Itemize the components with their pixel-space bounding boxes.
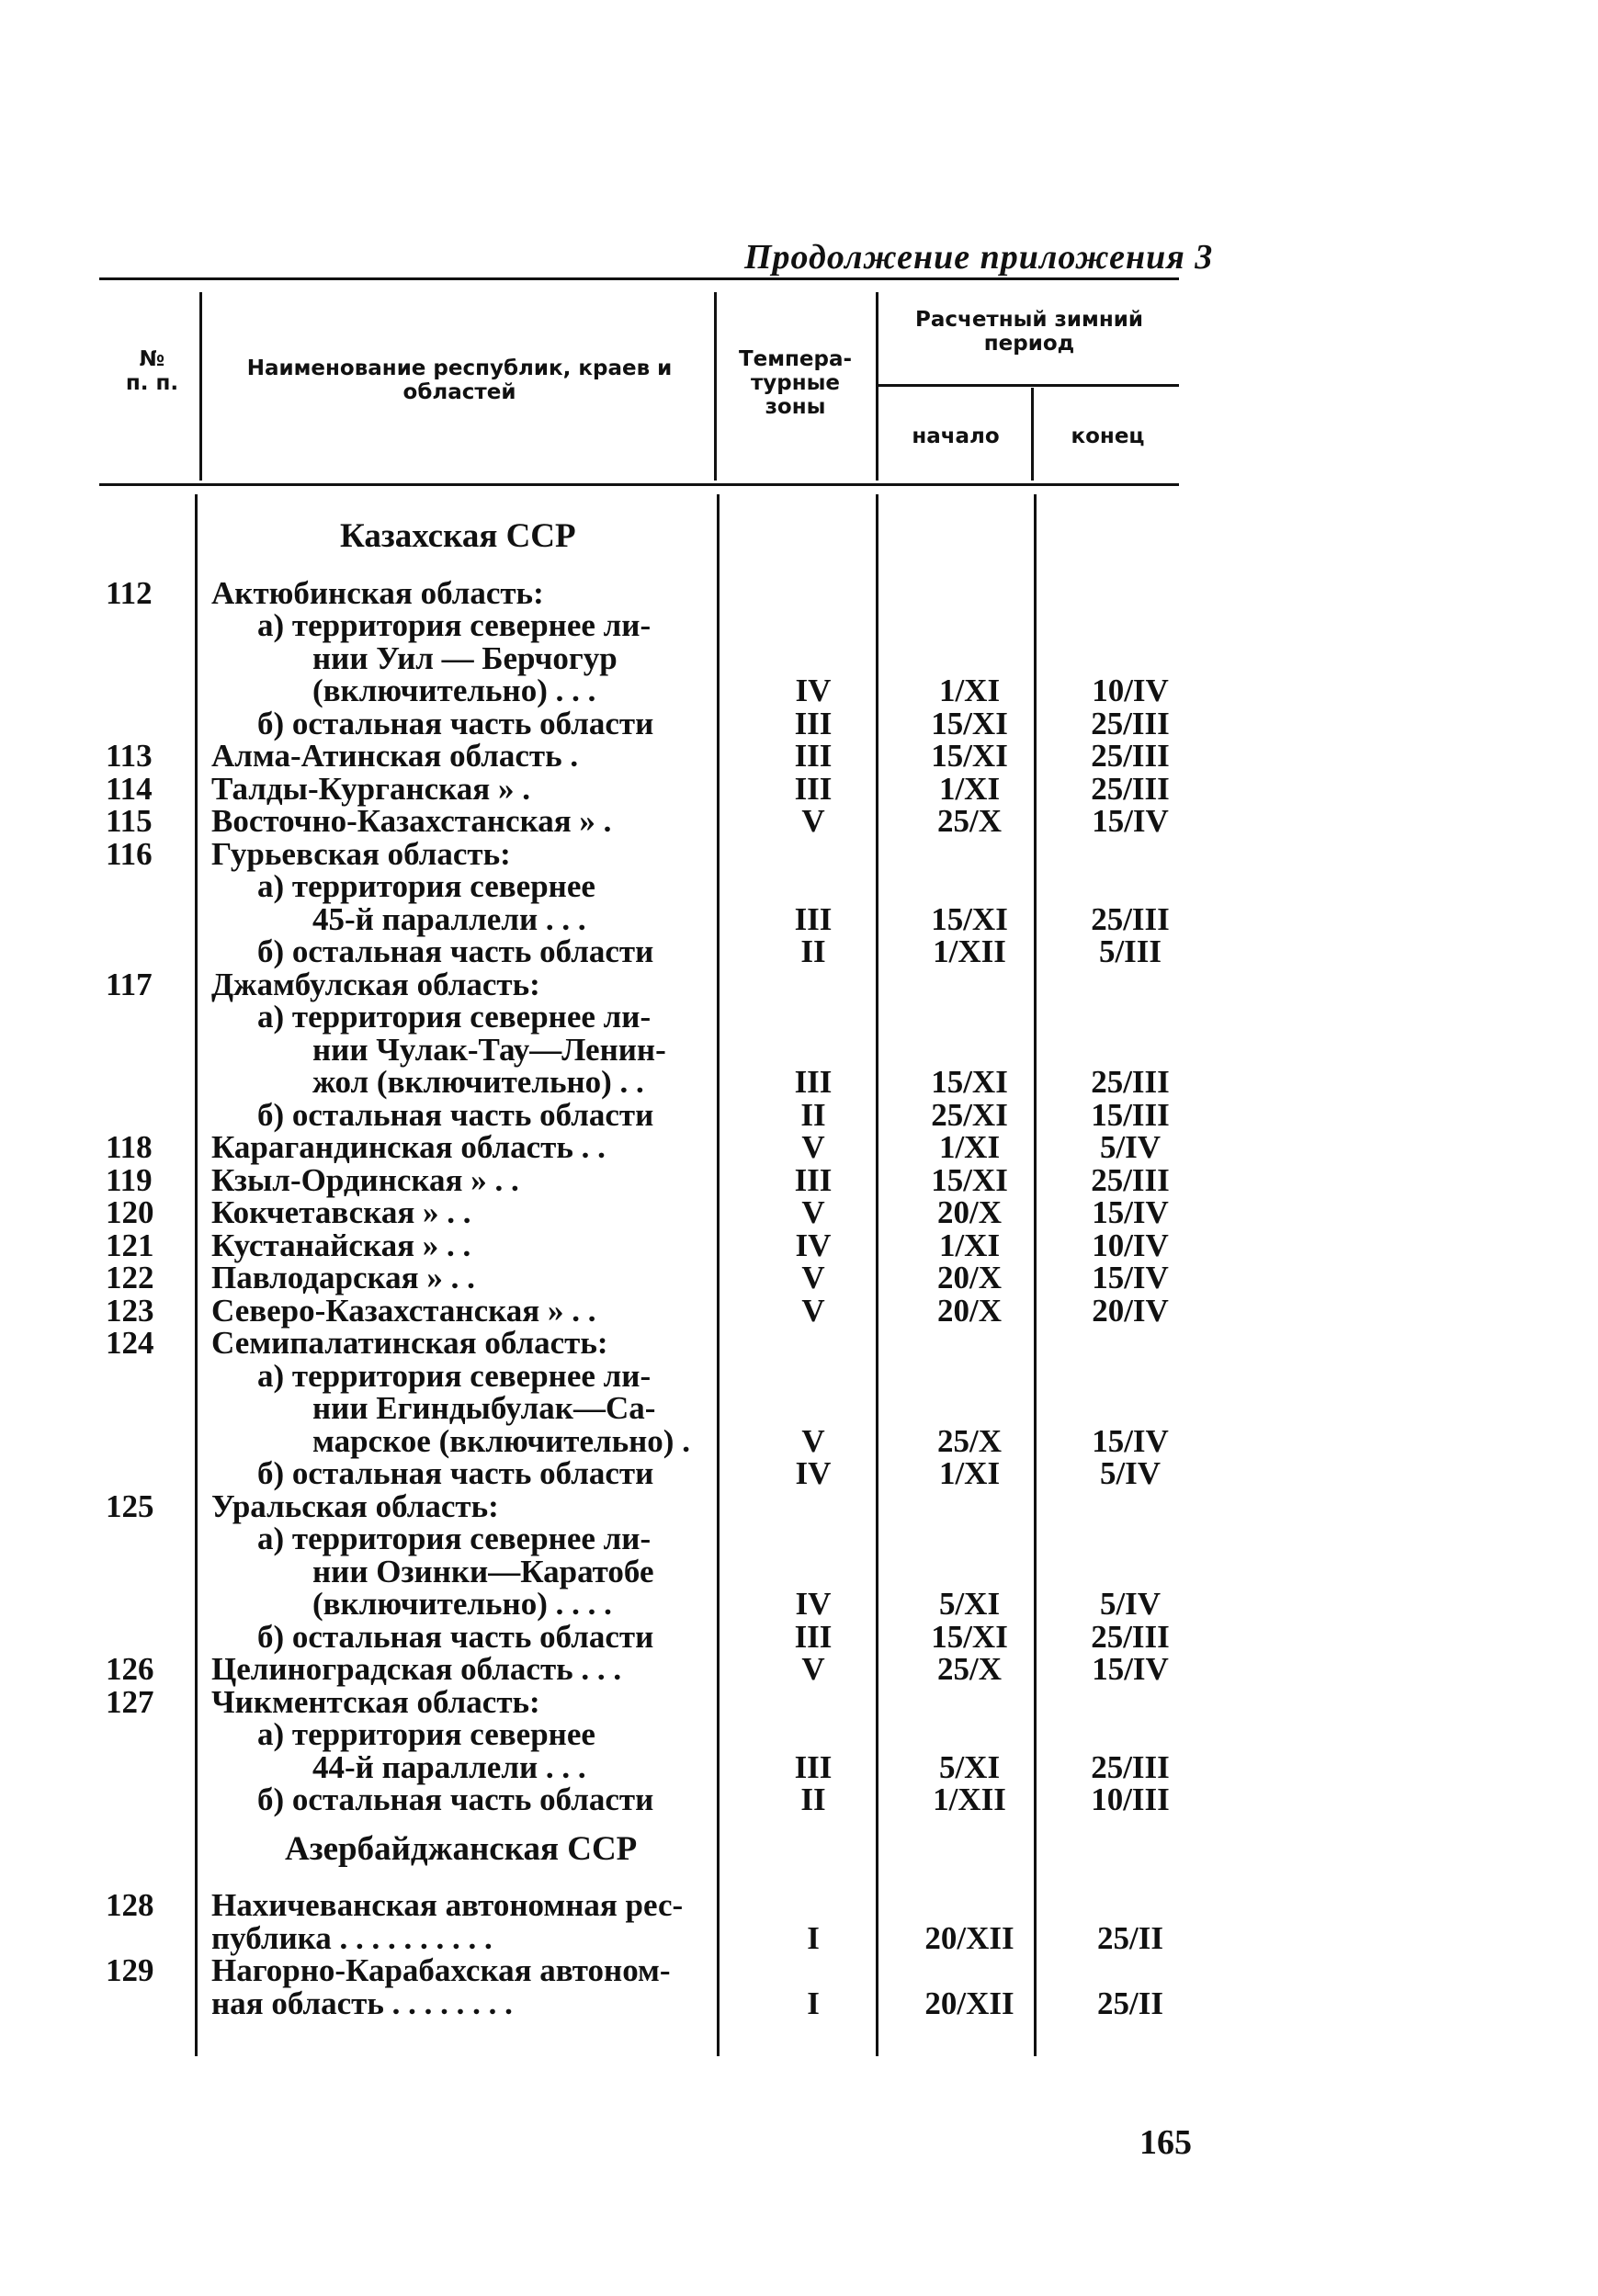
- table-row: [0, 1987, 1598, 2020]
- row-end: 15/IV: [1092, 1422, 1169, 1459]
- row-zone: III: [794, 1161, 833, 1198]
- table-row: [0, 1783, 1598, 1816]
- table-top-rule: [99, 277, 1179, 280]
- row-name: Северо-Казахстанская » . .: [211, 1292, 596, 1329]
- row-end: 10/IV: [1092, 673, 1169, 708]
- row-zone: V: [801, 1260, 825, 1295]
- table-row: [0, 1748, 1598, 1785]
- row-name: нии Егиндыбулак—Са-: [312, 1390, 656, 1426]
- header-end: конец: [1071, 424, 1145, 448]
- row-name: марское (включительно) .: [312, 1422, 690, 1459]
- table-row: [0, 870, 1598, 903]
- row-start: 25/X: [937, 803, 1002, 839]
- row-start: 1/XI: [938, 1227, 1001, 1263]
- row-name: Павлодарская » . .: [211, 1260, 475, 1295]
- row-zone: IV: [795, 1586, 832, 1622]
- row-start: 20/X: [937, 1194, 1002, 1230]
- row-zone: IV: [795, 1227, 832, 1263]
- row-zone: III: [794, 1618, 833, 1655]
- row-number: 119: [106, 1161, 153, 1198]
- row-name: а) территория севернее ли-: [257, 1521, 652, 1556]
- row-name: а) территория севернее ли-: [257, 607, 652, 643]
- row-number: 120: [106, 1194, 154, 1230]
- row-number: 124: [106, 1325, 154, 1361]
- row-number: 117: [106, 966, 153, 1002]
- row-start: 15/XI: [931, 705, 1008, 741]
- row-name: Гурьевская область:: [211, 835, 511, 872]
- row-end: 15/III: [1091, 1096, 1170, 1133]
- table-row: [0, 1292, 1598, 1329]
- row-start: 1/XI: [938, 1455, 1001, 1491]
- table-row: [0, 1261, 1598, 1295]
- row-zone: III: [794, 900, 833, 937]
- row-name: нии Уил — Берчогур: [312, 639, 618, 676]
- row-name: Кзыл-Ординская » . .: [211, 1161, 519, 1198]
- row-start: 1/XI: [938, 770, 1001, 807]
- row-end: 25/III: [1091, 1748, 1170, 1785]
- row-end: 25/III: [1091, 1161, 1170, 1198]
- table-row: [0, 1522, 1598, 1555]
- table-row: [0, 1889, 1598, 1922]
- row-name: Уральская область:: [211, 1487, 499, 1524]
- period-subheader-rule: [878, 384, 1179, 387]
- row-name: Восточно-Казахстанская » .: [211, 803, 612, 839]
- row-name: нии Чулак-Тау—Ленин-: [312, 1031, 666, 1068]
- row-name: б) остальная часть области: [257, 1455, 654, 1491]
- table-row: [0, 835, 1598, 872]
- row-number: 113: [106, 738, 153, 774]
- row-name: а) территория севернее ли-: [257, 1357, 652, 1394]
- header-period: Расчетный зимний период: [915, 308, 1143, 356]
- row-zone: III: [794, 1748, 833, 1785]
- table-row: [0, 1618, 1598, 1655]
- table-row: [0, 1487, 1598, 1524]
- table-row: [0, 1588, 1598, 1621]
- row-number: 112: [106, 574, 153, 611]
- row-name: Целиноградская область . . .: [211, 1651, 622, 1687]
- row-end: 15/IV: [1092, 1651, 1169, 1687]
- row-name: б) остальная часть области: [257, 705, 654, 741]
- row-name: Чикментская область:: [211, 1683, 540, 1720]
- row-name: б) остальная часть области: [257, 1618, 654, 1655]
- row-start: 25/XI: [931, 1096, 1008, 1133]
- table-row: [0, 1066, 1598, 1099]
- row-end: 15/IV: [1092, 1194, 1169, 1230]
- row-end: 5/IV: [1099, 1586, 1162, 1622]
- table-row: [0, 1357, 1598, 1394]
- table-row: [0, 1161, 1598, 1198]
- row-zone: V: [801, 1422, 825, 1459]
- continuation-title: Продолжение приложения 3: [744, 238, 1214, 277]
- header-col-divider-3: [876, 292, 878, 481]
- row-end: 25/III: [1091, 1064, 1170, 1100]
- row-end: 10/IV: [1092, 1227, 1169, 1263]
- table-row: [0, 674, 1598, 707]
- row-name: а) территория севернее: [257, 1716, 595, 1752]
- row-number: 128: [106, 1887, 154, 1923]
- row-start: 15/XI: [931, 1064, 1008, 1100]
- row-start: 15/XI: [931, 900, 1008, 937]
- row-number: 114: [106, 770, 153, 807]
- row-name: Джамбулская область:: [211, 966, 540, 1002]
- table-row: [0, 639, 1598, 676]
- row-name: публика . . . . . . . . . .: [211, 1919, 493, 1956]
- header-col-divider-2: [714, 292, 717, 481]
- table-row: [0, 1096, 1598, 1133]
- table-row: [0, 609, 1598, 642]
- row-number: 122: [106, 1260, 154, 1295]
- header-name: Наименование республик, краев и областей: [246, 356, 673, 404]
- row-start: 5/XI: [938, 1586, 1001, 1622]
- row-number: 115: [106, 803, 153, 839]
- row-name: а) территория севернее: [257, 868, 595, 904]
- row-name: б) остальная часть области: [257, 933, 654, 969]
- table-row: [0, 1683, 1598, 1720]
- row-zone: III: [794, 705, 833, 741]
- row-end: 25/III: [1091, 738, 1170, 774]
- row-end: 5/IV: [1099, 1129, 1162, 1165]
- table-row: [0, 1457, 1598, 1490]
- table-row: [0, 1555, 1598, 1589]
- row-name: б) остальная часть области: [257, 1781, 654, 1817]
- row-name: Талды-Курганская » .: [211, 770, 530, 807]
- row-end: 25/III: [1091, 770, 1170, 807]
- row-start: 20/X: [937, 1260, 1002, 1295]
- row-end: 5/IV: [1099, 1455, 1162, 1491]
- table-row: [0, 935, 1598, 968]
- table-row: [0, 740, 1598, 773]
- row-number: 118: [106, 1129, 153, 1165]
- row-name: Актюбинская область:: [211, 574, 544, 611]
- row-end: 25/II: [1097, 1919, 1163, 1956]
- table-row: [0, 1919, 1598, 1956]
- row-zone: V: [801, 1651, 825, 1687]
- table-row: [0, 805, 1598, 838]
- row-zone: I: [807, 1919, 820, 1956]
- table-row: [0, 1031, 1598, 1068]
- row-zone: III: [794, 738, 833, 774]
- row-name: 45-й параллели . . .: [312, 900, 586, 937]
- table-row: [0, 1653, 1598, 1686]
- table-row: [0, 1001, 1598, 1034]
- row-start: 1/XI: [938, 673, 1001, 708]
- row-end: 15/IV: [1092, 1260, 1169, 1295]
- row-name: нии Озинки—Каратобе: [312, 1553, 654, 1589]
- row-end: 25/III: [1091, 1618, 1170, 1655]
- row-end: 25/III: [1091, 900, 1170, 937]
- table-row: [0, 1392, 1598, 1425]
- table-row: [0, 770, 1598, 807]
- row-start: 1/XII: [933, 1781, 1006, 1817]
- header-num: № п. п.: [125, 347, 179, 395]
- row-name: Карагандинская область . .: [211, 1129, 606, 1165]
- section-heading: Казахская ССР: [340, 517, 576, 555]
- table-row: [0, 707, 1598, 741]
- table-row: [0, 1718, 1598, 1751]
- table-row: [0, 968, 1598, 1001]
- section-heading: Азербайджанская ССР: [285, 1829, 638, 1868]
- row-name: Семипалатинская область:: [211, 1325, 608, 1361]
- table-row: [0, 1229, 1598, 1262]
- row-zone: III: [794, 1064, 833, 1100]
- row-start: 25/X: [937, 1422, 1002, 1459]
- row-number: 129: [106, 1952, 154, 1988]
- row-end: 5/III: [1098, 933, 1162, 969]
- table-row: [0, 574, 1598, 611]
- row-start: 5/XI: [938, 1748, 1001, 1785]
- row-name: Кустанайская » . .: [211, 1227, 471, 1263]
- row-zone: II: [800, 933, 826, 969]
- row-start: 20/X: [937, 1292, 1002, 1329]
- row-zone: II: [800, 1096, 826, 1133]
- row-number: 123: [106, 1292, 154, 1329]
- row-name: 44-й параллели . . .: [312, 1748, 586, 1785]
- row-start: 1/XII: [933, 933, 1006, 969]
- row-start: 20/XII: [924, 1919, 1014, 1956]
- row-zone: V: [801, 1129, 825, 1165]
- header-start: начало: [912, 424, 1000, 448]
- row-zone: II: [800, 1781, 826, 1817]
- row-number: 121: [106, 1227, 154, 1263]
- header-col-divider-4: [1031, 388, 1034, 481]
- table-row: [0, 1131, 1598, 1164]
- row-name: жол (включительно) . .: [312, 1064, 644, 1100]
- row-zone: V: [801, 1292, 825, 1329]
- header-bottom-rule: [99, 483, 1179, 486]
- row-name: а) территория севернее ли-: [257, 999, 652, 1035]
- row-end: 25/III: [1091, 705, 1170, 741]
- table-row: [0, 1954, 1598, 1987]
- row-start: 1/XI: [938, 1129, 1001, 1165]
- row-name: б) остальная часть области: [257, 1096, 654, 1133]
- row-name: (включительно) . . . .: [312, 1586, 612, 1622]
- row-end: 10/III: [1091, 1781, 1170, 1817]
- page-number: 165: [1139, 2123, 1192, 2162]
- row-name: Нагорно-Карабахская автоном-: [211, 1952, 671, 1988]
- header-col-divider-1: [199, 292, 202, 481]
- row-name: (включительно) . . .: [312, 673, 596, 708]
- row-zone: V: [801, 1194, 825, 1230]
- row-name: Алма-Атинская область .: [211, 738, 579, 774]
- table-row: [0, 900, 1598, 937]
- row-zone: IV: [795, 1455, 832, 1491]
- row-end: 20/IV: [1092, 1292, 1169, 1329]
- header-zones: Темпера- турные зоны: [738, 347, 853, 419]
- row-name: ная область . . . . . . . .: [211, 1985, 513, 2021]
- row-start: 15/XI: [931, 738, 1008, 774]
- row-end: 15/IV: [1092, 803, 1169, 839]
- row-number: 126: [106, 1651, 154, 1687]
- row-zone: V: [801, 803, 825, 839]
- row-start: 15/XI: [931, 1161, 1008, 1198]
- row-start: 25/X: [937, 1651, 1002, 1687]
- table-row: [0, 1327, 1598, 1360]
- row-zone: III: [794, 770, 833, 807]
- row-number: 116: [106, 835, 153, 872]
- table-row: [0, 1422, 1598, 1459]
- row-start: 15/XI: [931, 1618, 1008, 1655]
- row-name: Нахичеванская автономная рес-: [211, 1887, 684, 1923]
- row-name: Кокчетавская » . .: [211, 1194, 471, 1230]
- row-number: 125: [106, 1487, 154, 1524]
- row-start: 20/XII: [924, 1985, 1014, 2021]
- table-row: [0, 1196, 1598, 1229]
- row-zone: I: [807, 1985, 820, 2021]
- row-end: 25/II: [1097, 1985, 1163, 2021]
- row-zone: IV: [795, 673, 832, 708]
- row-number: 127: [106, 1683, 154, 1720]
